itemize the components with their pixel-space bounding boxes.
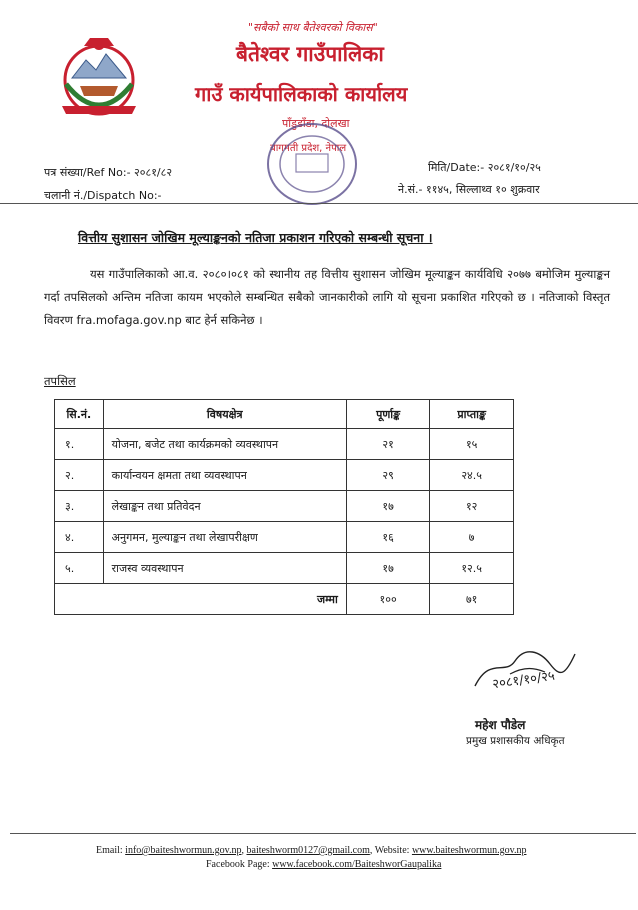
total-label: जम्मा (55, 584, 347, 615)
table-row (55, 460, 514, 491)
row-area: अनुगमन, मुल्याङ्कन तथा लेखापरीक्षण (103, 522, 346, 553)
ref-value: २०८१/८२ (134, 166, 173, 179)
col-header-sn: सि.नं. (55, 400, 104, 429)
table-row (55, 522, 514, 553)
row-obtained-marks: ७ (430, 522, 514, 553)
website-label: Website: (374, 845, 410, 856)
row-sn: ३. (55, 491, 104, 522)
facebook-link[interactable]: www.facebook.com/BaiteshworGaupalika (272, 859, 442, 870)
email-label: Email: (96, 845, 123, 856)
date-label: मिति/Date:- (428, 161, 485, 174)
dispatch-label: चलानी नं./Dispatch No:- (44, 189, 162, 202)
row-area: लेखाङ्कन तथा प्रतिवेदन (103, 491, 346, 522)
results-table (54, 399, 514, 615)
row-area: राजस्व व्यवस्थापन (103, 553, 346, 584)
col-header-area: विषयक्षेत्र (103, 400, 346, 429)
row-full-marks: १७ (346, 491, 430, 522)
date-value: २०८१/१०/२५ (487, 161, 541, 174)
table-row (55, 491, 514, 522)
office-address: पाँडुडाँडा, दोलखा (282, 117, 350, 130)
total-full-marks: १०० (346, 584, 430, 615)
signatory-name: महेश पौडेल (475, 718, 526, 732)
row-sn: ४. (55, 522, 104, 553)
table-row (55, 429, 514, 460)
ref-label: पत्र संख्या/Ref No:- (44, 166, 131, 179)
footer-divider (10, 833, 636, 834)
office-name: गाउँ कार्यपालिकाको कार्यालय (195, 82, 408, 106)
total-obtained-marks: ७१ (430, 584, 514, 615)
row-full-marks: १६ (346, 522, 430, 553)
ref-number (44, 165, 172, 180)
row-full-marks: २१ (346, 429, 430, 460)
schedule-label: तपसिल (44, 374, 76, 388)
row-sn: ५. (55, 553, 104, 584)
notice-subject: वित्तीय सुशासन जोखिम मूल्याङ्कनको नतिजा प्रकाशन गरिएको सम्बन्धी सूचना । (78, 230, 433, 245)
facebook-label: Facebook Page: (206, 859, 270, 870)
row-obtained-marks: १५ (430, 429, 514, 460)
nepal-sambat-date: ने.सं.- ११४५, सिल्लाथ्व १० शुक्रवार (398, 183, 540, 196)
website-link[interactable]: www.baiteshwormun.gov.np (411, 845, 527, 856)
email-link-2[interactable]: baiteshworm0127@gmail.com (246, 845, 370, 856)
office-province: बागमती प्रदेश, नेपाल (270, 143, 347, 154)
row-full-marks: १७ (346, 553, 430, 584)
footer-facebook (206, 859, 441, 870)
row-obtained-marks: १२ (430, 491, 514, 522)
row-sn: २. (55, 460, 104, 491)
signature-date: २०८१/१०/२५ (491, 668, 556, 693)
table-header-row (55, 400, 514, 429)
signatory-designation: प्रमुख प्रशासकीय अधिकृत (466, 735, 565, 747)
header-divider (0, 203, 638, 204)
table-row (55, 553, 514, 584)
notice-body: यस गाउँपालिकाको आ.व. २०८०।०८१ को स्थानीय तह वित्तीय सुशासन जोखिम मूल्याङ्कन कार्यविधि २०७७ बमोजिम मुल्याङ्कन गर्दा तपसिलको अन्तिम नतिजा कायम भएकोले सम्बन्धित सबैको जानकारीको लागि यो सूचना प्रकाशित गरिएको छ । नतिजाको विस्तृत विवरण fra.mofaga.gov.np बाट हेर्न सकिनेछ । (44, 267, 610, 327)
dispatch-number (44, 188, 162, 203)
row-sn: १. (55, 429, 104, 460)
col-header-full-marks: पूर्णाङ्क (346, 400, 430, 429)
nepal-emblem-icon (52, 34, 147, 122)
email-link-1[interactable]: info@baiteshwormun.gov.np (125, 845, 242, 856)
row-area: कार्यान्वयन क्षमता तथा व्यवस्थापन (103, 460, 346, 491)
slogan: "सबैको साथ बैतेश्वरको विकास" (248, 21, 378, 34)
row-obtained-marks: २४.५ (430, 460, 514, 491)
footer-contact: Email: info@baiteshwormun.gov.np, baiteshworm0127@gmail.com, Website: www.baiteshwormun.gov.np (96, 845, 527, 856)
office-stamp-icon (262, 118, 362, 210)
row-obtained-marks: १२.५ (430, 553, 514, 584)
row-full-marks: २९ (346, 460, 430, 491)
org-name: बैतेश्वर गाउँपालिका (236, 42, 384, 66)
row-area: योजना, बजेट तथा कार्यक्रमको व्यवस्थापन (103, 429, 346, 460)
letter-date (428, 160, 541, 175)
col-header-obtained-marks: प्राप्ताङ्क (430, 400, 514, 429)
table-total-row (55, 584, 514, 615)
